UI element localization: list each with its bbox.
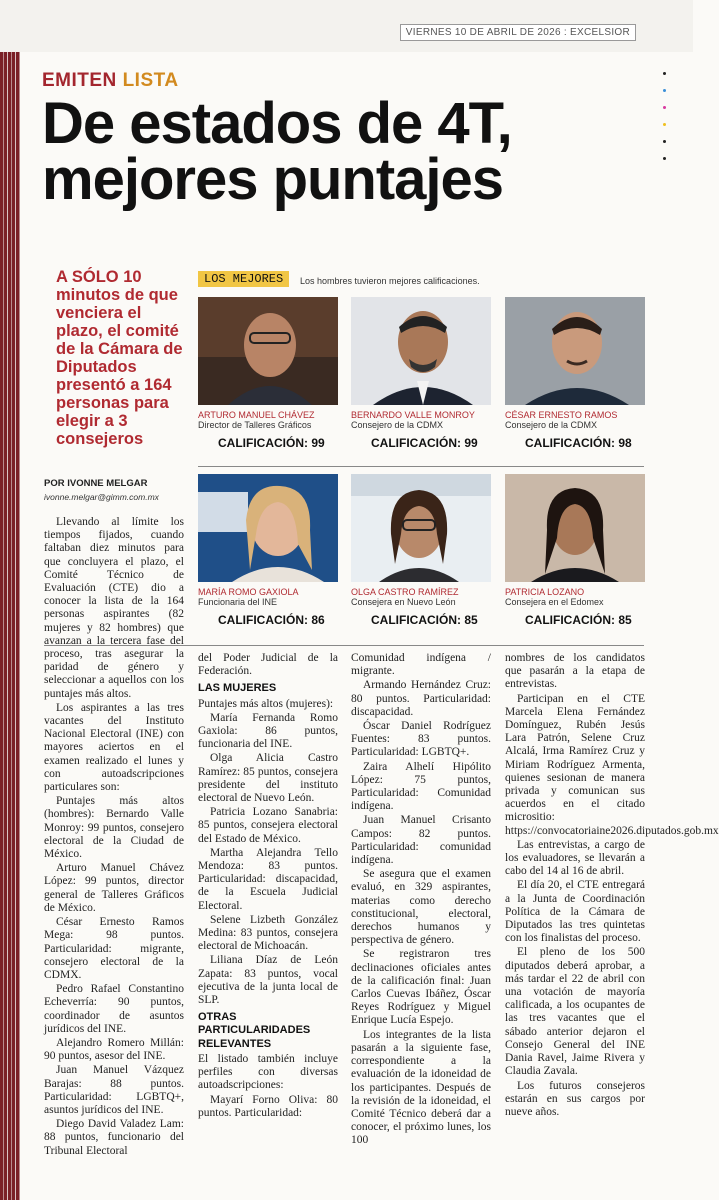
candidate-name: CÉSAR ERNESTO RAMOS bbox=[505, 410, 618, 420]
candidate-name: ARTURO MANUEL CHÁVEZ bbox=[198, 410, 315, 420]
candidate-role: Consejero de la CDMX bbox=[351, 420, 444, 430]
kicker-part-1: EMITEN bbox=[42, 70, 117, 91]
paragraph: Llevando al límite los tiempos fijados, cuando faltaban diez minutos para que concluyera el plazo, el Comité Técnico de Evaluación (CTE) dio a conocer la lista de la 164 personas aspirantes (82 mujeres y 82 hombres) que avanzan a la tercera fase del proceso, tras asegurar la paridad de género y seleccionar a aquellos con los puntajes más altos. bbox=[44, 516, 184, 700]
candidate-photo bbox=[351, 474, 491, 582]
best-caption: Los hombres tuvieron mejores calificaciones. bbox=[300, 276, 480, 286]
paragraph: Pedro Rafael Constantino Echeverría: 90 puntos, coordinador de asuntos jurídicos del INE. bbox=[44, 983, 184, 1035]
paragraph: Olga Alicia Castro Ramírez: 85 puntos, consejera presidente del instituto electoral de Nuevo León. bbox=[198, 752, 338, 805]
candidate-photo bbox=[198, 297, 338, 405]
candidate-score: CALIFICACIÓN: 85 bbox=[525, 613, 632, 627]
paragraph: El pleno de los 500 diputados deberá aprobar, a más tardar el 22 de abril con una votación de mayoría calificada, a los ocupantes de las tres vacantes que el sábado anterior dejaron el Consejo General del INE Dania Ravel, Jaime Rivera y Claudia Zavala. bbox=[505, 946, 645, 1078]
subheading-women: LAS MUJERES bbox=[198, 682, 277, 695]
paragraph: Diego David Valadez Lam: 88 puntos, funcionario del Tribunal Electoral bbox=[44, 1118, 184, 1157]
candidate-score: CALIFICACIÓN: 85 bbox=[371, 613, 478, 627]
paragraph: Selene Lizbeth González Medina: 83 puntos, consejera electoral de Michoacán. bbox=[198, 913, 338, 953]
paragraph: Los integrantes de la lista pasarán a la siguiente fase, correspondiente a la evaluación de la idoneidad de los participantes. Después de la revisión de la idoneidad, el Comité Técnico deberá dar a conocer, el próximo lunes, los 100 bbox=[351, 1028, 491, 1147]
paragraph: Juan Manuel Vázquez Barajas: 88 puntos. Particularidad: LGBTQ+, asuntos jurídicos del INE. bbox=[44, 1064, 184, 1116]
headline-line-1: De estados de 4T, bbox=[42, 91, 512, 156]
paragraph: Óscar Daniel Rodríguez Fuentes: 83 puntos. Particularidad: LGBTQ+. bbox=[351, 720, 491, 759]
paragraph: Participan en el CTE Marcela Elena Fernández Domínguez, Rubén Jesús Lara Patrón, Selene Cruz Alcalá, Irma Ramírez Cruz y Miriam Rodríguez Armenta, quienes sesionan de manera privada y comunican sus acuerdos en el citado micrositio: https://convocatoriaine2026.diputados.gob.mx bbox=[505, 692, 719, 837]
candidate-score: CALIFICACIÓN: 86 bbox=[218, 613, 325, 627]
article-column-2 bbox=[198, 652, 338, 1121]
candidate-role: Consejera en el Edomex bbox=[505, 597, 604, 607]
paragraph: Martha Alejandra Tello Mendoza: 83 puntos. Particularidad: discapacidad, de la Escuela Judicial Electoral. bbox=[198, 846, 338, 912]
paragraph: Zaira Alhelí Hipólito López: 75 puntos, Particularidad: Comunidad indígena. bbox=[351, 760, 491, 813]
paragraph: Liliana Díaz de León Zapata: 83 puntos, vocal ejecutiva de la junta local de SLP. bbox=[198, 954, 338, 1007]
byline-author: POR IVONNE MELGAR bbox=[44, 478, 148, 489]
section-color-bar bbox=[0, 52, 20, 1200]
lead-summary: A SÓLO 10 minutos de que venciera el plazo, el comité de la Cámara de Diputados presentó a 164 personas para elegir a 3 consejeros bbox=[56, 268, 183, 448]
candidate-name: BERNARDO VALLE MONROY bbox=[351, 410, 475, 420]
paragraph: Puntajes más altos (mujeres): bbox=[198, 697, 334, 710]
headline-line-2: mejores puntajes bbox=[42, 147, 504, 212]
byline-email: ivonne.melgar@gimm.com.mx bbox=[44, 492, 159, 502]
candidate-card bbox=[198, 474, 338, 627]
paragraph: Los aspirantes a las tres vacantes del Instituto Nacional Electoral (INE) con mayores aciertos en el examen realizado el lunes y con autoadscripciones particulares son: bbox=[44, 701, 184, 794]
article-column-4 bbox=[505, 652, 719, 1120]
candidate-name: MARÍA ROMO GAXIOLA bbox=[198, 587, 299, 597]
candidate-photo bbox=[198, 474, 338, 582]
paragraph: Comunidad indígena / migrante. bbox=[351, 652, 491, 678]
candidate-role: Funcionaria del INE bbox=[198, 597, 278, 607]
paragraph: Juan Manuel Crisanto Campos: 82 puntos. Particularidad: comunidad indígena. bbox=[351, 814, 491, 867]
paragraph: Las entrevistas, a cargo de los evaluadores, se llevarán a cabo del 14 al 16 de abril. bbox=[505, 838, 645, 878]
paragraph: Puntajes más altos (hombres): Bernardo Valle Monroy: 99 puntos, consejero electoral de la Ciudad de México. bbox=[44, 795, 184, 861]
paragraph: Mayarí Forno Oliva: 80 puntos. Particularidad: bbox=[198, 1093, 338, 1119]
candidate-photo bbox=[505, 297, 645, 405]
article-column-1 bbox=[44, 516, 184, 1159]
article-column-3 bbox=[351, 652, 491, 1149]
paragraph: Alejandro Romero Millán: 90 puntos, asesor del INE. bbox=[44, 1036, 184, 1063]
candidate-role: Consejero de la CDMX bbox=[505, 420, 598, 430]
kicker bbox=[42, 70, 179, 92]
candidate-score: CALIFICACIÓN: 98 bbox=[525, 436, 632, 450]
row-divider bbox=[198, 466, 644, 467]
candidate-role: Consejera en Nuevo León bbox=[351, 597, 456, 607]
candidate-score: CALIFICACIÓN: 99 bbox=[371, 436, 478, 450]
paragraph: Se registraron tres declinaciones oficiales antes de la calificación final: Juan Carlos Cuevas Ibáñez, Óscar Reyes Rodríguez y Miguel Enrique Lucía Espejo. bbox=[351, 948, 491, 1027]
paragraph: María Fernanda Romo Gaxiola: 86 puntos, funcionaria del INE. bbox=[198, 711, 338, 751]
paragraph: Armando Hernández Cruz: 80 puntos. Particularidad: discapacidad. bbox=[351, 679, 491, 718]
candidate-score: CALIFICACIÓN: 99 bbox=[218, 436, 325, 450]
subheading-other: OTRAS PARTICULARIDADES RELEVANTES bbox=[198, 1011, 311, 1050]
paragraph: El listado también incluye perfiles con diversas autoadscripciones: bbox=[198, 1052, 338, 1092]
candidate-card bbox=[505, 474, 645, 627]
paragraph: del Poder Judicial de la Federación. bbox=[198, 652, 338, 678]
margin-markers bbox=[663, 72, 669, 174]
paragraph: César Ernesto Ramos Mega: 98 puntos. Particularidad: migrante, consejero electoral de la CDMX. bbox=[44, 916, 184, 981]
candidate-card bbox=[198, 297, 338, 450]
candidate-card bbox=[351, 474, 491, 627]
candidate-photo bbox=[351, 297, 491, 405]
paragraph: Los futuros consejeros estarán en sus cargos por nueve años. bbox=[505, 1079, 645, 1118]
paragraph: El día 20, el CTE entregará a la Junta de Coordinación Política de la Cámara de Diputados las tres quintetas con los finalistas del proceso. bbox=[505, 879, 645, 945]
best-label: LOS MEJORES bbox=[198, 271, 289, 287]
candidate-name: OLGA CASTRO RAMÍREZ bbox=[351, 587, 459, 597]
paragraph: nombres de los candidatos que pasarán a la etapa de entrevistas. bbox=[505, 652, 645, 691]
paragraph: Patricia Lozano Sanabria: 85 puntos, consejera electoral del Estado de México. bbox=[198, 806, 338, 845]
candidate-card bbox=[351, 297, 491, 450]
dateline: VIERNES 10 DE ABRIL DE 2026 : EXCELSIOR bbox=[400, 24, 636, 41]
candidate-card bbox=[505, 297, 645, 450]
candidate-photo bbox=[505, 474, 645, 582]
candidate-role: Director de Talleres Gráficos bbox=[198, 420, 312, 430]
headline bbox=[42, 91, 652, 212]
candidate-name: PATRICIA LOZANO bbox=[505, 587, 585, 597]
paragraph: Se asegura que el examen evaluó, en 329 aspirantes, materias como derecho constitucional, electoral, derechos humanos y perspectiva de género. bbox=[351, 868, 491, 947]
kicker-part-2: LISTA bbox=[122, 70, 179, 91]
paragraph: Arturo Manuel Chávez López: 99 puntos, director general de Talleres Gráficos de México. bbox=[44, 862, 184, 914]
